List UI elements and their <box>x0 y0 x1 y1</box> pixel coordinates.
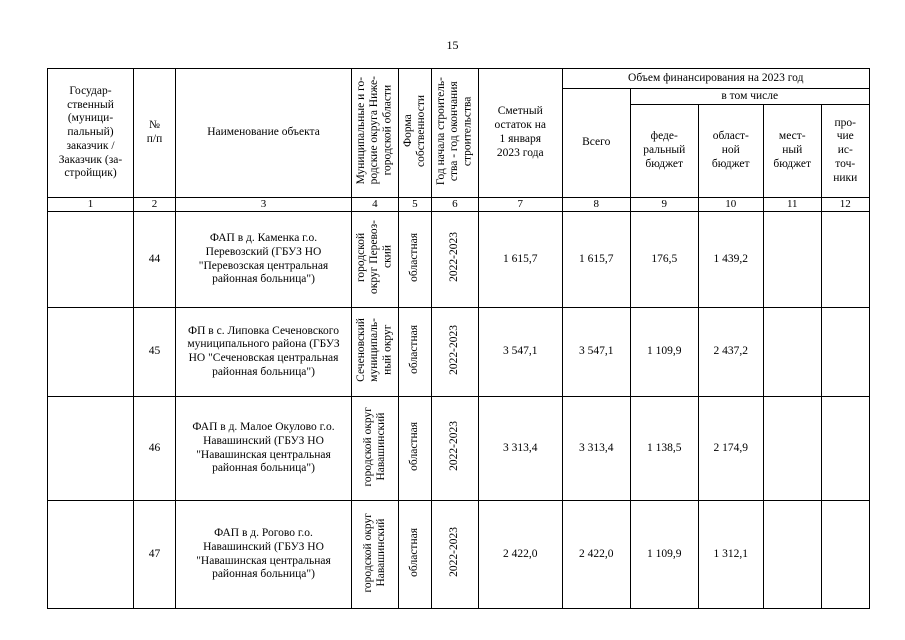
cell-ownership-text: областная <box>408 527 421 577</box>
header-federal: феде- ральный бюджет <box>630 105 698 198</box>
cell-number: 47 <box>134 501 176 609</box>
cell-customer <box>48 308 134 397</box>
cell-municipal-text: Сеченовский муниципаль- ный округ <box>355 317 394 382</box>
cell-other <box>821 501 869 609</box>
column-number: 5 <box>398 198 431 212</box>
column-number-row <box>48 198 870 212</box>
cell-municipal-text: городской округ Навашинский <box>361 406 387 487</box>
cell-years-text: 2022-2023 <box>448 527 461 578</box>
cell-ownership-text: областная <box>408 325 421 375</box>
table-row <box>48 212 870 308</box>
header-municipal <box>352 69 399 198</box>
column-number: 8 <box>562 198 630 212</box>
header-row-1 <box>48 69 870 89</box>
cell-estimate: 2 422,0 <box>478 501 562 609</box>
table-row <box>48 501 870 609</box>
cell-object-name: ФП в с. Липовка Сеченовского муниципального района (ГБУЗ НО "Сеченовская центральная районная больница") <box>176 308 352 397</box>
cell-years <box>432 397 479 501</box>
cell-regional: 2 437,2 <box>698 308 763 397</box>
cell-regional: 1 312,1 <box>698 501 763 609</box>
cell-ownership-text: областная <box>408 421 421 471</box>
cell-municipal-text: городской округ Перевоз- ский <box>355 220 394 295</box>
financing-table <box>47 68 870 609</box>
column-number: 10 <box>698 198 763 212</box>
cell-ownership <box>398 397 431 501</box>
cell-municipal-text: городской округ Навашинский <box>361 512 387 593</box>
cell-municipal <box>352 397 399 501</box>
cell-federal: 1 109,9 <box>630 501 698 609</box>
header-other: про- чие ис- точ- ники <box>821 105 869 198</box>
header-customer: Государ- ственный (муници- пальный) заказчик / Заказчик (за- стройщик) <box>48 69 134 198</box>
cell-ownership <box>398 212 431 308</box>
column-number: 7 <box>478 198 562 212</box>
cell-number: 44 <box>134 212 176 308</box>
cell-municipal <box>352 501 399 609</box>
page-number: 15 <box>446 38 459 52</box>
header-years-text: Год начала строитель- ства - год окончания строительства <box>435 76 474 185</box>
cell-years-text: 2022-2023 <box>448 324 461 375</box>
cell-estimate: 3 313,4 <box>478 397 562 501</box>
cell-object-name: ФАП в д. Каменка г.о. Перевозский (ГБУЗ НО "Перевозская центральная районная больница") <box>176 212 352 308</box>
column-number: 6 <box>432 198 479 212</box>
header-object-name: Наименование объекта <box>176 69 352 198</box>
column-number: 12 <box>821 198 869 212</box>
header-ownership-text: Форма собственности <box>401 94 427 167</box>
header-total: Всего <box>562 89 630 198</box>
column-number: 9 <box>630 198 698 212</box>
column-number: 1 <box>48 198 134 212</box>
cell-total: 3 313,4 <box>562 397 630 501</box>
cell-years <box>432 212 479 308</box>
cell-estimate: 1 615,7 <box>478 212 562 308</box>
cell-ownership-text: областная <box>408 232 421 282</box>
cell-customer <box>48 501 134 609</box>
cell-federal: 176,5 <box>630 212 698 308</box>
cell-object-name: ФАП в д. Рогово г.о. Навашинский (ГБУЗ НО "Навашинская центральная районная больница") <box>176 501 352 609</box>
cell-number: 45 <box>134 308 176 397</box>
header-funding: Объем финансирования на 2023 год <box>562 69 869 89</box>
column-number: 3 <box>176 198 352 212</box>
cell-ownership <box>398 308 431 397</box>
cell-federal: 1 138,5 <box>630 397 698 501</box>
header-estimate: Сметный остаток на 1 января 2023 года <box>478 69 562 198</box>
column-number: 4 <box>352 198 399 212</box>
cell-other <box>821 397 869 501</box>
cell-estimate: 3 547,1 <box>478 308 562 397</box>
cell-other <box>821 212 869 308</box>
cell-federal: 1 109,9 <box>630 308 698 397</box>
cell-local <box>763 397 821 501</box>
cell-years-text: 2022-2023 <box>448 421 461 472</box>
cell-customer <box>48 212 134 308</box>
header-regional: област- ной бюджет <box>698 105 763 198</box>
cell-customer <box>48 397 134 501</box>
cell-total: 1 615,7 <box>562 212 630 308</box>
column-number: 11 <box>763 198 821 212</box>
header-years <box>432 69 479 198</box>
cell-total: 3 547,1 <box>562 308 630 397</box>
cell-local <box>763 212 821 308</box>
cell-ownership <box>398 501 431 609</box>
cell-number: 46 <box>134 397 176 501</box>
cell-total: 2 422,0 <box>562 501 630 609</box>
cell-municipal <box>352 212 399 308</box>
header-local: мест- ный бюджет <box>763 105 821 198</box>
cell-object-name: ФАП в д. Малое Окулово г.о. Навашинский (ГБУЗ НО "Навашинская центральная районная больница") <box>176 397 352 501</box>
header-ownership <box>398 69 431 198</box>
cell-years <box>432 501 479 609</box>
table-row <box>48 308 870 397</box>
cell-years <box>432 308 479 397</box>
cell-local <box>763 308 821 397</box>
cell-regional: 2 174,9 <box>698 397 763 501</box>
cell-other <box>821 308 869 397</box>
cell-regional: 1 439,2 <box>698 212 763 308</box>
header-including: в том числе <box>630 89 869 105</box>
table-row <box>48 397 870 501</box>
cell-local <box>763 501 821 609</box>
cell-years-text: 2022-2023 <box>448 232 461 283</box>
column-number: 2 <box>134 198 176 212</box>
header-number: № п/п <box>134 69 176 198</box>
cell-municipal <box>352 308 399 397</box>
header-municipal-text: Муниципальные и го- родские округа Ниже- городской области <box>355 76 394 185</box>
